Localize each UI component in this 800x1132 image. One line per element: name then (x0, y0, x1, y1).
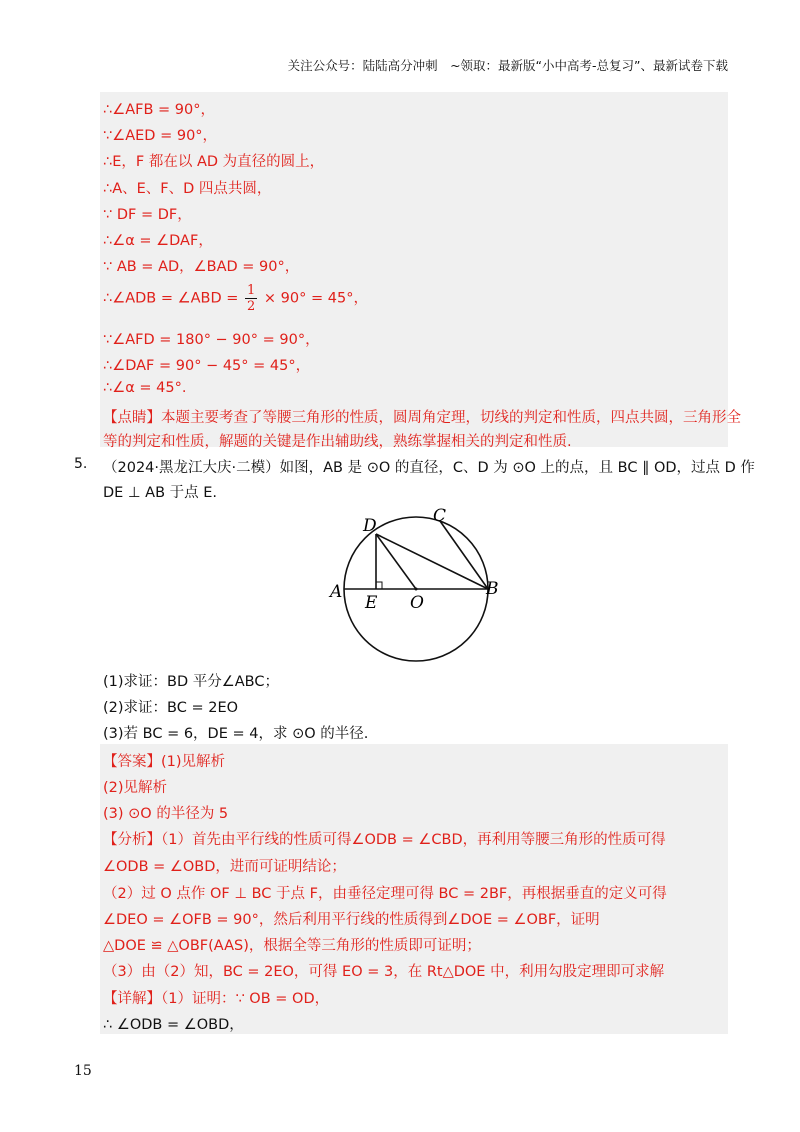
solution-line: ∴A、E、F、D 四点共圆， (103, 181, 272, 197)
fraction (245, 283, 257, 314)
solution-line: ∴∠α = 45°. (103, 380, 187, 396)
label-c: C (433, 506, 447, 526)
solution-line: ∵ DF = DF， (103, 207, 192, 223)
answer-text: (1)见解析 (161, 754, 226, 770)
solution-line: ∵ AB = AD，∠BAD = 90°， (103, 259, 300, 275)
analysis-line: △DOE ≌ △OBF(AAS)，根据全等三角形的性质即可证明； (103, 938, 481, 954)
label-a: A (330, 582, 343, 602)
solution-text: ∴∠ADB = ∠ABD = (103, 290, 239, 307)
right-angle-mark (376, 582, 382, 589)
question-number: 5. (74, 456, 88, 472)
analysis-line: ∠DEO = ∠OFB = 90°，然后利用平行线的性质得到∠DOE = ∠OBF，证明 (103, 912, 600, 928)
question-part: (1)求证：BD 平分∠ABC； (103, 674, 279, 690)
analysis-text: （1）首先由平行线的性质可得∠ODB = ∠CBD，再利用等腰三角形的性质可得 (161, 832, 666, 848)
solution-line-fraction (103, 283, 368, 314)
dianjing-line1 (103, 406, 741, 427)
answer-line: (2)见解析 (103, 780, 168, 796)
solution-line: ∵∠AFD = 180° − 90° = 90°， (103, 332, 320, 348)
label-b: B (486, 579, 499, 599)
detail-line: ∴ ∠ODB = ∠OBD， (103, 1017, 244, 1033)
detail-line (103, 987, 329, 1008)
answer-line (103, 750, 225, 771)
fraction-numerator: 1 (247, 283, 256, 298)
fraction-denominator: 2 (247, 299, 256, 314)
center-point (415, 588, 418, 591)
solution-line: ∴E，F 都在以 AD 为直径的圆上， (103, 154, 325, 170)
segment-cb (440, 521, 488, 589)
label-d: D (363, 516, 377, 536)
detail-text: （1）证明：∵ OB = OD， (161, 991, 330, 1007)
dianjing-tag: 【点睛】 (103, 410, 161, 426)
solution-text: × 90° = 45°， (263, 290, 368, 307)
page-number: 15 (74, 1063, 92, 1079)
question-text: DE ⊥ AB 于点 E. (103, 485, 218, 501)
geometry-figure (320, 504, 520, 666)
answer-line: (3) ⊙O 的半径为 5 (103, 806, 229, 822)
solution-line: ∵∠AED = 90°， (103, 128, 218, 144)
analysis-line: （3）由（2）知，BC = 2EO，可得 EO = 3，在 Rt△DOE 中，利用勾股定理即可求解 (103, 964, 665, 980)
question-text: （2024·黑龙江大庆·二模）如图，AB 是 ⊙O 的直径，C、D 为 ⊙O 上的点，且 BC ∥ OD，过点 D 作 (103, 460, 755, 476)
question-part: (3)若 BC = 6，DE = 4，求 ⊙O 的半径. (103, 726, 369, 742)
segment-do (376, 534, 416, 589)
answer-tag: 【答案】 (103, 754, 161, 770)
page-header: 关注公众号：陆陆高分冲刺 ~领取：最新版“小中高考-总复习”、最新试卷下载 (287, 58, 728, 73)
solution-line: ∴∠DAF = 90° − 45° = 45°， (103, 358, 311, 374)
analysis-line: （2）过 O 点作 OF ⊥ BC 于点 F，由垂径定理可得 BC = 2BF，再根据垂直的定义可得 (103, 886, 667, 902)
detail-tag: 【详解】 (103, 991, 161, 1007)
label-e: E (365, 593, 378, 613)
analysis-tag: 【分析】 (103, 832, 161, 848)
analysis-line (103, 828, 666, 849)
dianjing-text: 本题主要考查了等腰三角形的性质，圆周角定理，切线的判定和性质，四点共圆，三角形全 (161, 410, 741, 426)
dianjing-line2: 等的判定和性质，解题的关键是作出辅助线，熟练掌握相关的判定和性质. (103, 434, 572, 450)
label-o: O (410, 593, 424, 613)
analysis-line: ∠ODB = ∠OBD，进而可证明结论； (103, 859, 346, 875)
question-part: (2)求证：BC = 2EO (103, 700, 239, 716)
solution-line: ∴∠AFB = 90°， (103, 102, 215, 118)
solution-line: ∴∠α = ∠DAF， (103, 233, 213, 249)
